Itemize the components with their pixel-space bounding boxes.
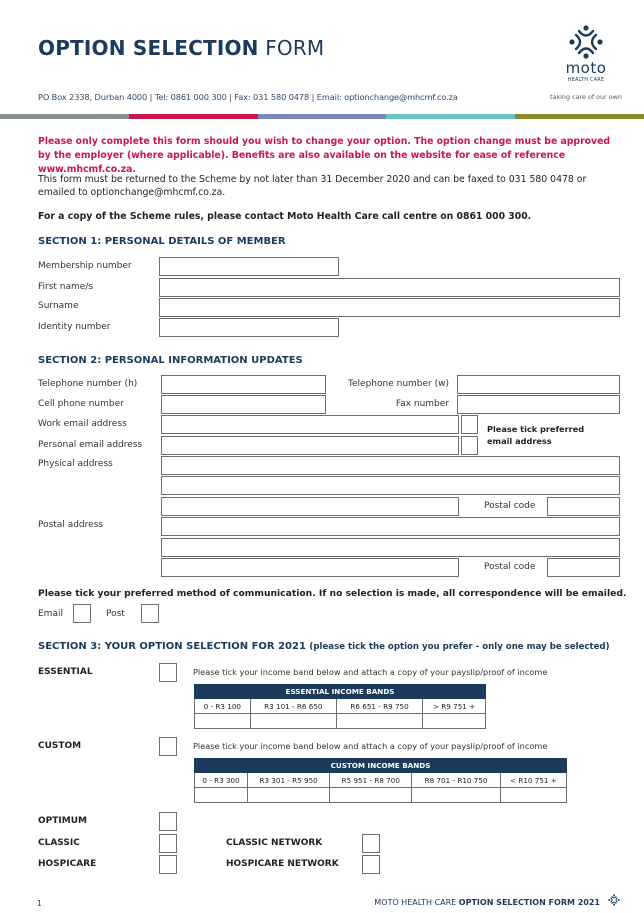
optimum-label: OPTIMUM [38, 816, 87, 826]
form-title [38, 36, 324, 60]
form-title-light: FORM [265, 36, 325, 60]
classic-network-label: CLASSIC NETWORK [226, 838, 323, 848]
comm-post-checkbox[interactable] [141, 604, 159, 623]
postal-address-line2[interactable] [161, 538, 620, 557]
custom-band-tick-cell[interactable] [248, 788, 330, 803]
cell-field[interactable] [161, 395, 326, 414]
color-stripe [0, 114, 644, 119]
hospicare-network-checkbox[interactable] [362, 855, 380, 874]
moto-people-icon [608, 894, 620, 906]
stripe-segment [515, 114, 644, 119]
stripe-segment [386, 114, 515, 119]
essential-band-tick-cell[interactable] [250, 714, 336, 729]
custom-band-tick-cell[interactable] [412, 788, 500, 803]
cell-label: Cell phone number [38, 399, 124, 409]
comm-email-checkbox[interactable] [73, 604, 91, 623]
custom-label: CUSTOM [38, 741, 82, 751]
moto-people-icon [568, 24, 604, 60]
custom-income-bands-table [194, 758, 567, 803]
intro-notice: Please only complete this form should you wish to change your option. The option change must be approved by the employer (where applicable). Benefits are also available on the website for ease of reference www.mhcmf.co.za. [38, 136, 611, 175]
essential-band-label: R3 101 - R6 650 [250, 699, 336, 714]
custom-band-tick-cell[interactable] [500, 788, 566, 803]
custom-band-label: < R10 751 + [500, 773, 566, 788]
logo-subbrand: HEALTH CARE [567, 77, 605, 83]
essential-table-title: ESSENTIAL INCOME BANDS [195, 685, 486, 699]
classic-network-checkbox[interactable] [362, 834, 380, 853]
communication-prompt: Please tick your preferred method of communication. If no selection is made, all correspondence will be emailed. [38, 588, 627, 599]
email-preference-hint: Please tick preferred email address [487, 424, 585, 446]
essential-checkbox[interactable] [159, 663, 177, 682]
postal-address-line3[interactable] [161, 558, 459, 577]
custom-band-tick-cell[interactable] [195, 788, 248, 803]
stripe-segment [129, 114, 258, 119]
work-email-field[interactable] [161, 415, 459, 434]
custom-band-label: R5 951 - R8 700 [330, 773, 412, 788]
custom-band-label: R8 701 - R10 750 [412, 773, 500, 788]
stripe-segment [0, 114, 129, 119]
comm-post-label: Post [106, 609, 125, 619]
essential-income-hint: Please tick your income band below and attach a copy of your payslip/proof of income [193, 667, 548, 677]
surname-field[interactable] [159, 298, 620, 317]
custom-band-tick-cell[interactable] [330, 788, 412, 803]
return-info: This form must be returned to the Scheme by not later than 31 December 2020 and can be faxed to 031 580 0478 or emailed to optionchange@mhcmf.co.za. [38, 174, 587, 198]
footer-title-bold: OPTION SELECTION FORM 2021 [458, 898, 600, 907]
essential-band-tick-cell[interactable] [423, 714, 486, 729]
personal-email-label: Personal email address [38, 440, 143, 450]
personal-email-field[interactable] [161, 436, 459, 455]
surname-label: Surname [38, 301, 79, 311]
tel-work-label: Telephone number (w) [348, 379, 449, 389]
personal-email-preferred-checkbox[interactable] [461, 436, 478, 455]
physical-address-line1[interactable] [161, 456, 620, 475]
fax-field[interactable] [457, 395, 620, 414]
custom-checkbox[interactable] [159, 737, 177, 756]
section3-heading [38, 641, 610, 652]
hospicare-checkbox[interactable] [159, 855, 177, 874]
custom-income-hint: Please tick your income band below and attach a copy of your payslip/proof of income [193, 741, 548, 751]
section2-heading: SECTION 2: PERSONAL INFORMATION UPDATES [38, 355, 303, 366]
essential-band-label: > R9 751 + [423, 699, 486, 714]
essential-label: ESSENTIAL [38, 667, 93, 677]
hospicare-label: HOSPICARE [38, 859, 97, 869]
essential-band-label: 0 - R3 100 [195, 699, 251, 714]
physical-postal-code-label: Postal code [484, 501, 536, 511]
classic-label: CLASSIC [38, 838, 80, 848]
identity-number-field[interactable] [159, 318, 339, 337]
optimum-checkbox[interactable] [159, 812, 177, 831]
tel-home-field[interactable] [161, 375, 326, 394]
work-email-label: Work email address [38, 419, 127, 429]
postal-postal-code-field[interactable] [547, 558, 620, 577]
physical-address-label: Physical address [38, 459, 113, 469]
postal-postal-code-label: Postal code [484, 562, 536, 572]
essential-band-label: R6 651 - R9 750 [336, 699, 422, 714]
section1-heading: SECTION 1: PERSONAL DETAILS OF MEMBER [38, 236, 286, 247]
footer-title [374, 898, 600, 907]
section3-heading-note: (please tick the option you prefer - only one may be selected) [309, 642, 610, 652]
moto-logo [546, 24, 626, 101]
essential-income-bands-table [194, 684, 486, 729]
rules-info: For a copy of the Scheme rules, please contact Moto Health Care call centre on 0861 000 300. [38, 211, 532, 222]
form-title-bold: OPTION SELECTION [38, 36, 259, 60]
custom-band-label: 0 - R3 300 [195, 773, 248, 788]
essential-band-tick-cell[interactable] [336, 714, 422, 729]
first-names-field[interactable] [159, 278, 620, 297]
physical-address-line2[interactable] [161, 476, 620, 495]
work-email-preferred-checkbox[interactable] [461, 415, 478, 434]
tel-home-label: Telephone number (h) [38, 379, 138, 389]
first-names-label: First name/s [38, 282, 94, 292]
tel-work-field[interactable] [457, 375, 620, 394]
page-number: 1 [37, 899, 42, 908]
contact-line: PO Box 2338, Durban 4000 | Tel: 0861 000 300 | Fax: 031 580 0478 | Email: optionchange@mhcmf.co.za [38, 92, 458, 102]
postal-address-line1[interactable] [161, 517, 620, 536]
physical-postal-code-field[interactable] [547, 497, 620, 516]
membership-number-label: Membership number [38, 261, 132, 271]
custom-table-title: CUSTOM INCOME BANDS [195, 759, 567, 773]
physical-address-line3[interactable] [161, 497, 459, 516]
comm-email-label: Email [38, 609, 63, 619]
logo-tagline: taking care of our own [550, 93, 622, 101]
fax-label: Fax number [395, 399, 449, 409]
footer-title-light: MOTO HEALTH CARE [374, 898, 457, 907]
essential-band-tick-cell[interactable] [195, 714, 251, 729]
hospicare-network-label: HOSPICARE NETWORK [226, 859, 339, 869]
logo-brand: moto [565, 59, 607, 77]
postal-address-label: Postal address [38, 520, 104, 530]
stripe-segment [258, 114, 387, 119]
classic-checkbox[interactable] [159, 834, 177, 853]
section3-heading-text: SECTION 3: YOUR OPTION SELECTION FOR 2021 [38, 641, 306, 652]
custom-band-label: R3 301 - R5 950 [248, 773, 330, 788]
membership-number-field[interactable] [159, 257, 339, 276]
identity-number-label: Identity number [38, 322, 111, 332]
